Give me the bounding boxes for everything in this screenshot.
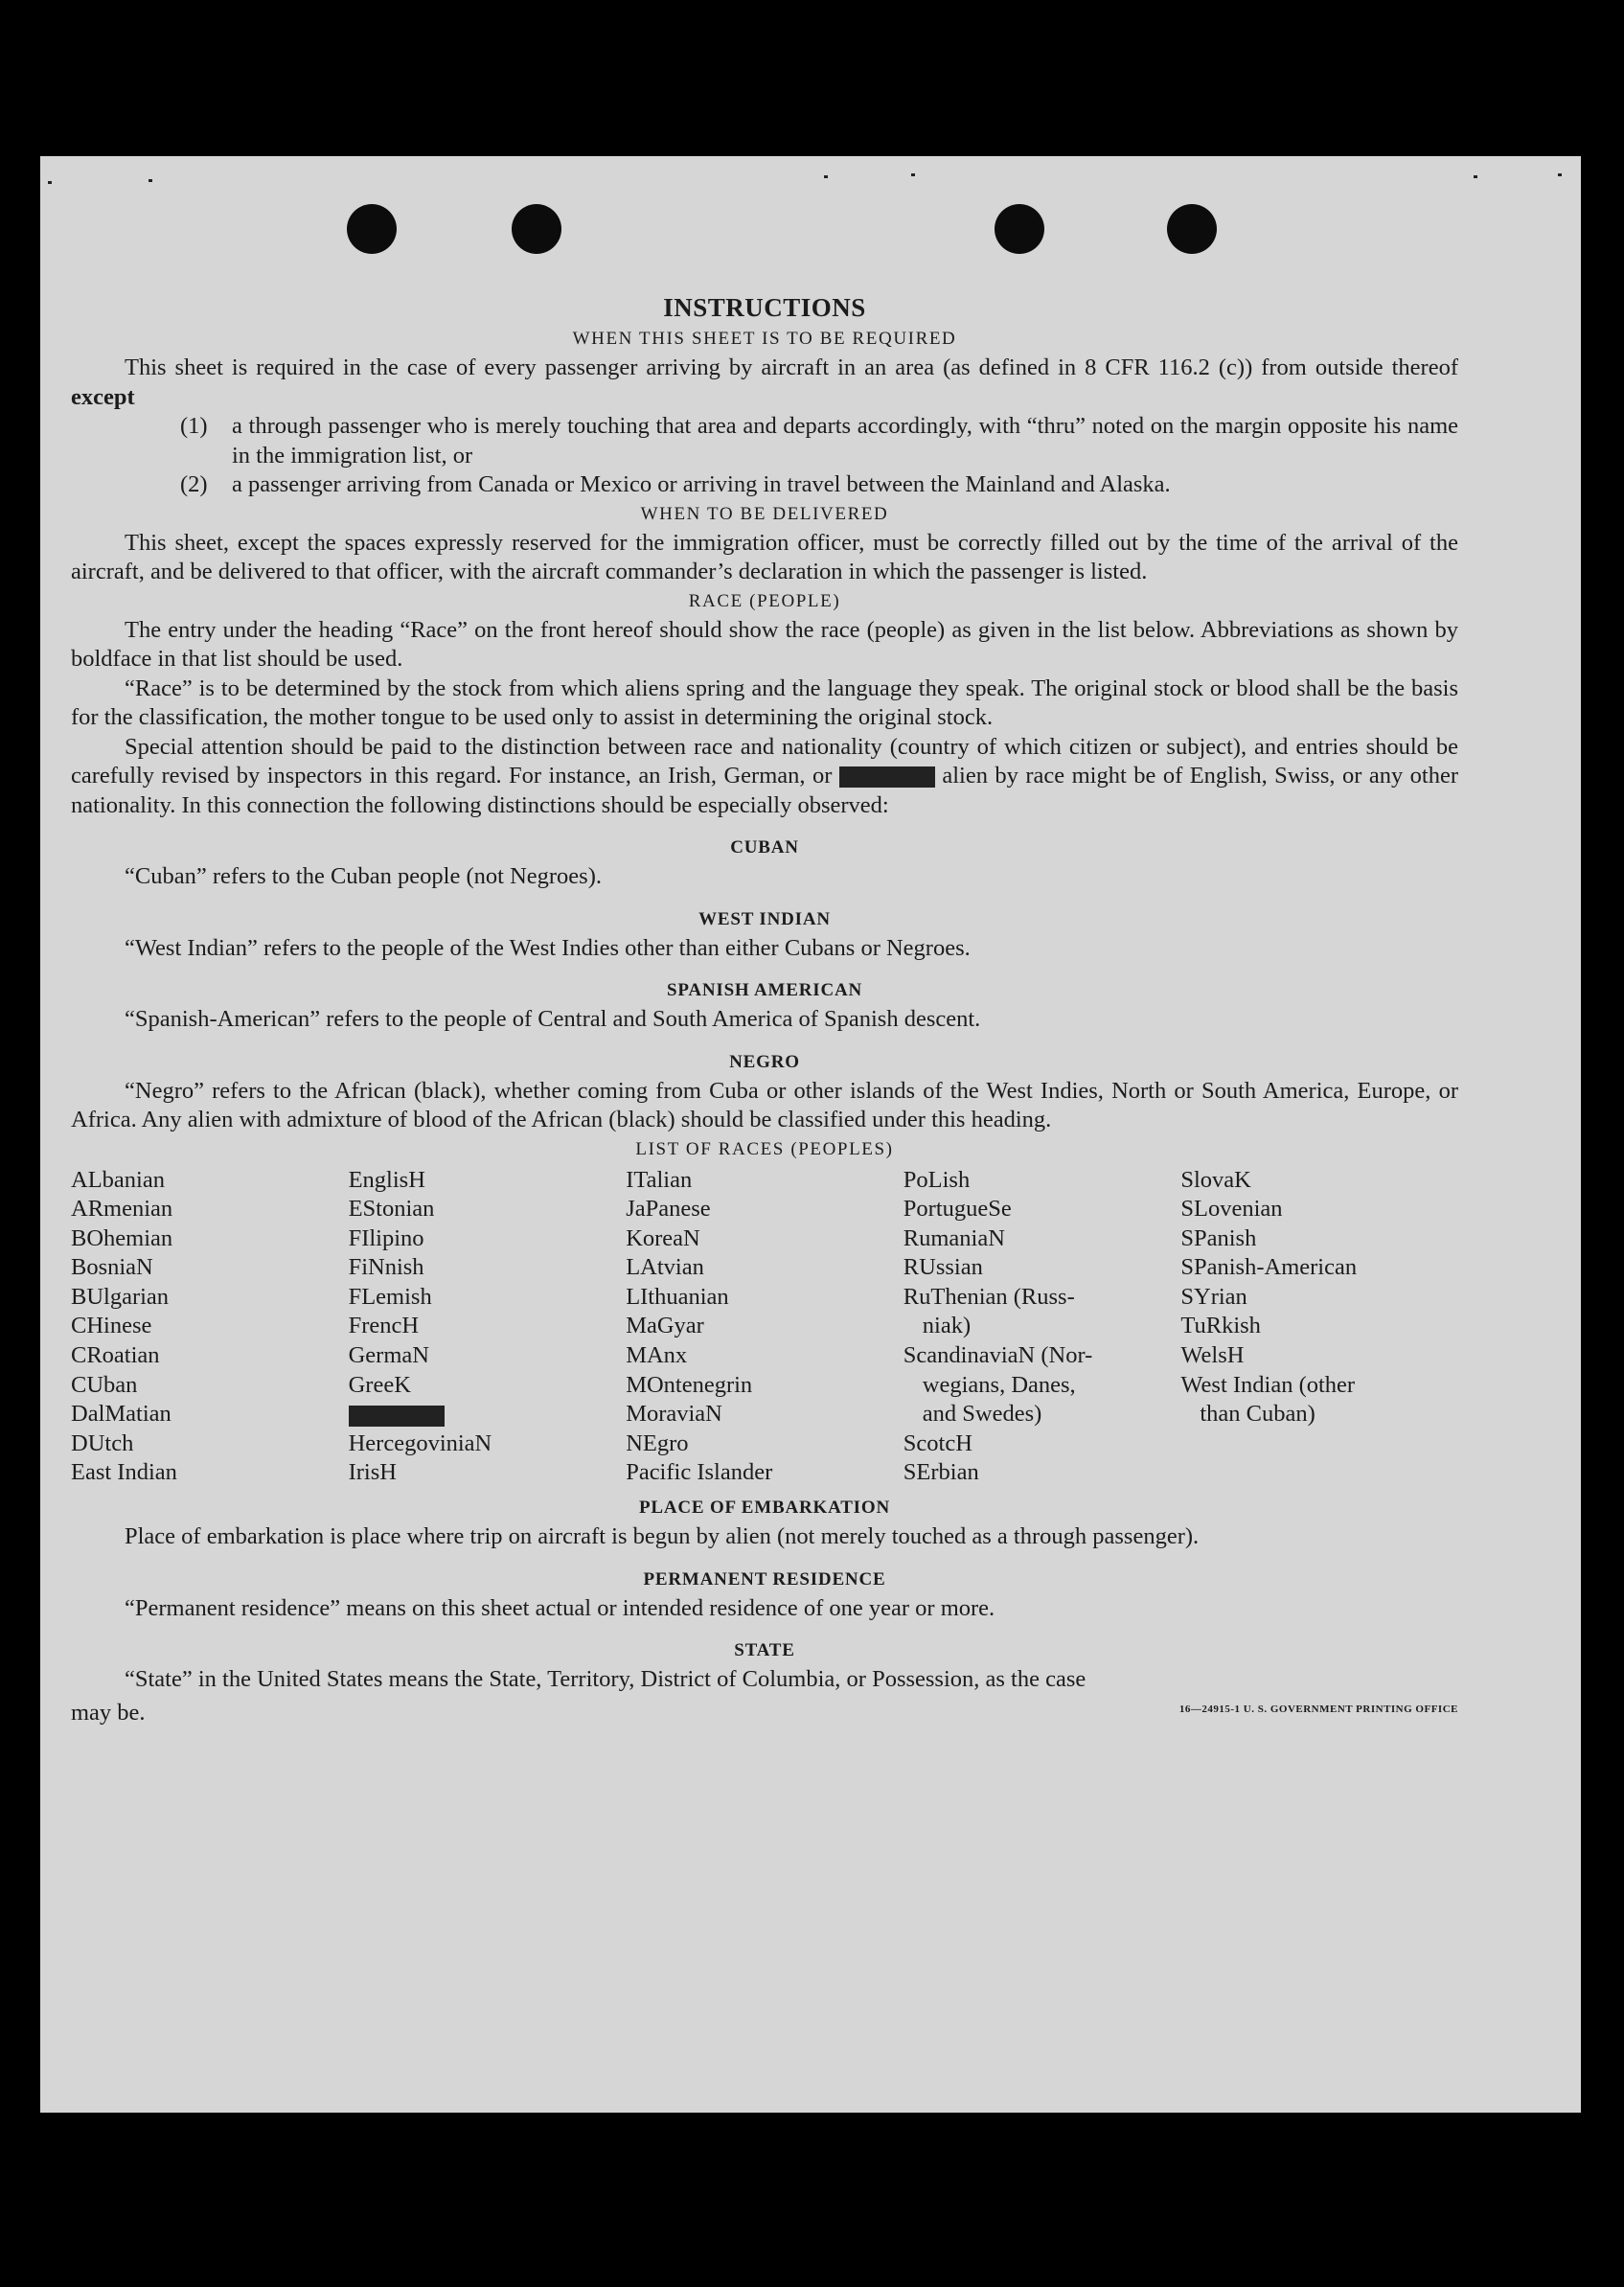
paragraph: “State” in the United States means the State, Territory, District of Columbia, or Possession, as the case <box>125 1666 1086 1693</box>
race-item: RUssian <box>903 1254 983 1281</box>
race-item: DalMatian <box>71 1401 172 1428</box>
race-item: West Indian (other <box>1180 1371 1356 1398</box>
section-heading: SPANISH AMERICAN <box>666 980 863 1000</box>
redaction-mark <box>839 766 935 788</box>
race-item: BosniaN <box>71 1254 153 1281</box>
race-item: JaPanese <box>626 1196 711 1223</box>
document-sheet <box>40 156 1581 2113</box>
race-item: BUlgarian <box>71 1283 170 1310</box>
speck <box>1558 173 1562 176</box>
race-item: MOntenegrin <box>626 1371 753 1398</box>
race-item: FLemish <box>348 1283 432 1310</box>
paragraph: Place of embarkation is place where trip on aircraft is begun by alien (not merely touched as a through passenger). <box>125 1523 1200 1550</box>
page-title: INSTRUCTIONS <box>663 293 866 322</box>
race-item: ALbanian <box>71 1166 165 1193</box>
race-item: MaGyar <box>626 1313 704 1339</box>
race-list <box>71 1166 1458 1489</box>
paragraph: “Spanish-American” refers to the people of Central and South America of Spanish descent. <box>125 1006 981 1032</box>
speck <box>1474 175 1477 178</box>
list-item: (2) a passenger arriving from Canada or Mexico or arriving in travel between the Mainland and Alaska. <box>180 471 1171 497</box>
section-heading: WHEN TO BE DELIVERED <box>640 503 889 524</box>
race-item: TuRkish <box>1180 1313 1261 1339</box>
punch-hole <box>1167 204 1217 254</box>
race-item: SErbian <box>903 1459 979 1486</box>
race-item: ScotcH <box>903 1429 972 1456</box>
race-item: RuThenian (Russ- <box>903 1283 1075 1310</box>
race-item: East Indian <box>71 1459 177 1486</box>
race-item: GermaN <box>348 1342 429 1369</box>
speck <box>48 181 52 184</box>
paragraph: “Permanent residence” means on this sheet actual or intended residence of one year or more. <box>125 1594 995 1621</box>
paragraph-end: may be. <box>71 1699 146 1726</box>
race-item: niak) <box>922 1313 972 1339</box>
race-item: HercegoviniaN <box>348 1429 492 1456</box>
race-item: SLovenian <box>1180 1196 1283 1223</box>
race-item: GreeK <box>348 1371 411 1398</box>
paragraph: “Race” is to be determined by the stock from which aliens spring and the language they speak. The original stock or blood shall be the basis for the classification, the mother tongue to be used only to assist in determining the original stock. <box>71 675 1458 730</box>
paragraph: This sheet, except the spaces expressly reserved for the immigration officer, must be correctly filled out by the time of the arrival of the aircraft, and be delivered to that officer, with the aircraft commander’s declaration in which the passenger is listed. <box>71 529 1458 584</box>
section-heading: CUBAN <box>730 837 799 858</box>
instructions-content <box>71 290 1458 1727</box>
race-item: CUban <box>71 1371 138 1398</box>
paragraph: The entry under the heading “Race” on the front hereof should show the race (people) as given in the list below. Abbreviations as shown by boldface in that list should be used. <box>71 616 1458 672</box>
paragraph: “West Indian” refers to the people of the West Indies other than either Cubans or Negroes. <box>125 934 971 961</box>
race-column <box>1180 1166 1458 1489</box>
paragraph: “Negro” refers to the African (black), whether coming from Cuba or other islands of the West Indies, North or South America, Europe, or Africa. Any alien with admixture of blood of the African (black) should be classified under this heading. <box>71 1077 1458 1132</box>
section-heading: NEGRO <box>729 1051 800 1072</box>
race-item: ARmenian <box>71 1196 173 1223</box>
punch-hole <box>995 204 1044 254</box>
race-item: EStonian <box>348 1196 435 1223</box>
race-column <box>903 1166 1181 1489</box>
paragraph: Special attention should be paid to the distinction between race and nationality (country of which citizen or subject), and entries should be carefully revised by inspectors in this regard. For instance, an Irish, German, or alien by race might be of English, Swiss, or any other nationality. In this connection the following distinctions should be especially observed: <box>71 733 1458 818</box>
race-item: wegians, Danes, <box>922 1371 1076 1398</box>
section-heading: PLACE OF EMBARKATION <box>639 1498 890 1519</box>
race-item: FIlipino <box>348 1224 424 1251</box>
race-item: SlovaK <box>1180 1166 1251 1193</box>
race-item: SPanish-American <box>1180 1254 1358 1281</box>
race-column <box>71 1166 349 1489</box>
punch-hole <box>512 204 561 254</box>
race-item: LAtvian <box>626 1254 704 1281</box>
list-item: (1) a through passenger who is merely touching that area and departs accordingly, with “thru” noted on the margin opposite his name in the immigration list, or <box>180 413 1458 469</box>
redaction-mark <box>349 1406 445 1427</box>
speck <box>149 179 152 182</box>
race-item: ITalian <box>626 1166 693 1193</box>
race-item: CHinese <box>71 1313 152 1339</box>
race-item: Pacific Islander <box>626 1459 773 1486</box>
footer <box>71 1695 1458 1728</box>
race-item: WelsH <box>1180 1342 1245 1369</box>
paragraph: “Cuban” refers to the Cuban people (not Negroes). <box>125 863 602 889</box>
race-item: and Swedes) <box>922 1401 1042 1428</box>
print-code: 16—24915-1 U. S. GOVERNMENT PRINTING OFFICE <box>1178 1703 1458 1715</box>
section-heading: PERMANENT RESIDENCE <box>643 1568 886 1589</box>
race-column <box>626 1166 903 1489</box>
section-heading: WHEN THIS SHEET IS TO BE REQUIRED <box>572 329 957 349</box>
section-heading: WEST INDIAN <box>698 908 831 929</box>
race-item: FiNnish <box>348 1254 424 1281</box>
speck <box>911 173 915 176</box>
race-item: ScandinaviaN (Nor- <box>903 1342 1093 1369</box>
race-item: PoLish <box>903 1166 971 1193</box>
race-item: NEgro <box>626 1429 689 1456</box>
race-column <box>349 1166 627 1489</box>
race-item: PortugueSe <box>903 1196 1012 1223</box>
paragraph: This sheet is required in the case of every passenger arriving by aircraft in an area (as defined in 8 CFR 116.2 (c)) from outside thereof except <box>71 354 1458 410</box>
race-item: LIthuanian <box>626 1283 729 1310</box>
race-item: FrencH <box>348 1313 420 1339</box>
section-heading: STATE <box>734 1640 795 1661</box>
race-item: SYrian <box>1180 1283 1247 1310</box>
race-item: SPanish <box>1180 1224 1257 1251</box>
race-item: than Cuban) <box>1200 1401 1315 1428</box>
race-item: RumaniaN <box>903 1224 1005 1251</box>
section-heading: RACE (PEOPLE) <box>688 590 841 611</box>
race-item: EnglisH <box>348 1166 425 1193</box>
punch-hole <box>347 204 397 254</box>
race-item: CRoatian <box>71 1342 160 1369</box>
speck <box>824 175 828 178</box>
race-item: BOhemian <box>71 1224 173 1251</box>
race-item: MoraviaN <box>626 1401 722 1428</box>
race-item: MAnx <box>626 1342 688 1369</box>
race-item: DUtch <box>71 1429 134 1456</box>
race-item: IrisH <box>348 1459 397 1486</box>
section-heading: LIST OF RACES (PEOPLES) <box>635 1138 894 1159</box>
race-item: KoreaN <box>626 1224 700 1251</box>
